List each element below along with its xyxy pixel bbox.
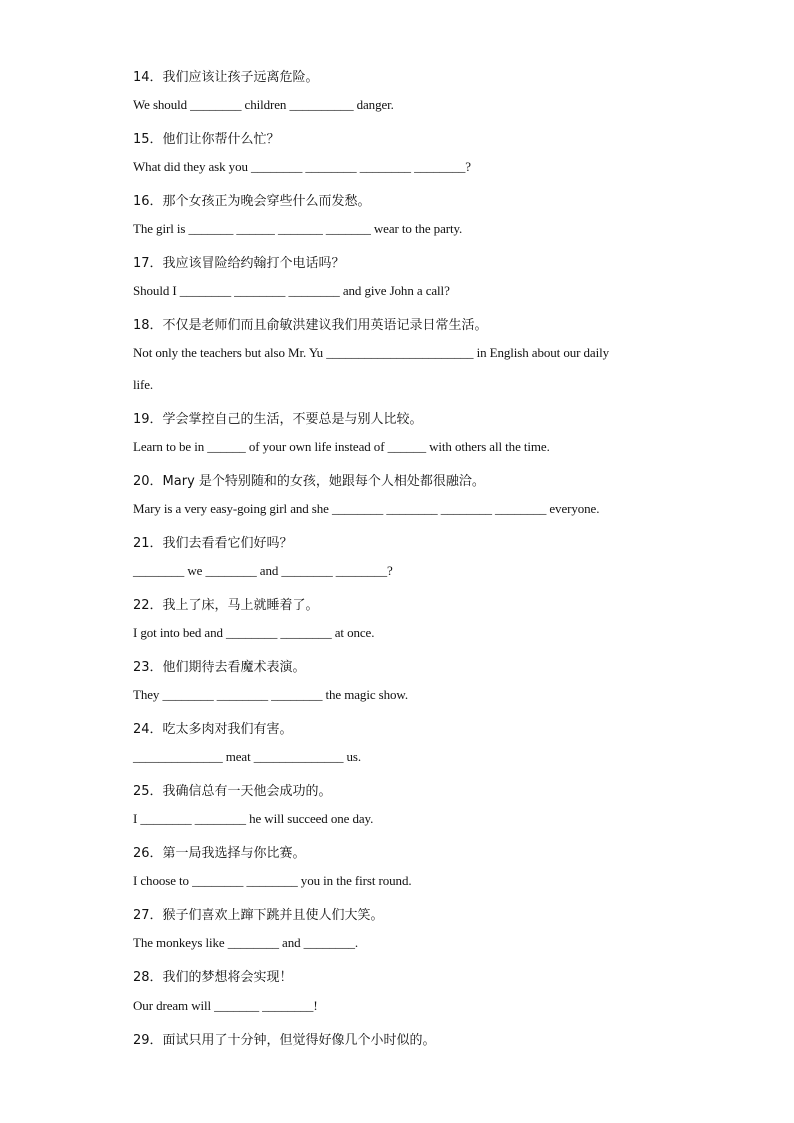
answer-line: life. xyxy=(133,376,154,392)
question-prompt: 25．我确信总有一天他会成功的。 xyxy=(133,784,332,800)
answer-line: Not only the teachers but also Mr. Yu _______________________ in English about our daily xyxy=(133,345,610,361)
question-prompt: 26．第一局我选择与你比赛。 xyxy=(133,846,306,862)
answer-line: Should I ________ ________ ________ and give John a call? xyxy=(133,283,450,299)
answer-line: I got into bed and ________ ________ at once. xyxy=(133,624,375,640)
question-prompt: 19．学会掌控自己的生活，不要总是与别人比较。 xyxy=(133,411,423,427)
answer-line: Mary is a very easy-going girl and she ________ ________ ________ ________ everyone. xyxy=(133,500,600,516)
answer-line: What did they ask you ________ ________ ________ ________? xyxy=(133,159,471,175)
question-prompt: 28．我们的梦想将会实现！ xyxy=(133,970,293,986)
question-prompt: 17．我应该冒险给约翰打个电话吗？ xyxy=(133,256,345,272)
question-prompt: 24．吃太多肉对我们有害。 xyxy=(133,722,293,738)
question-prompt: 16．那个女孩正为晚会穿些什么而发愁。 xyxy=(133,194,371,210)
question-prompt: 23．他们期待去看魔术表演。 xyxy=(133,659,306,675)
answer-line: We should ________ children __________ danger. xyxy=(133,97,394,113)
answer-line: I choose to ________ ________ you in the first round. xyxy=(133,873,412,889)
question-prompt: 15．他们让你帮什么忙？ xyxy=(133,132,280,148)
answer-line: I ________ ________ he will succeed one day. xyxy=(133,811,374,827)
answer-line: ______________ meat ______________ us. xyxy=(133,749,362,765)
question-prompt: 22．我上了床，马上就睡着了。 xyxy=(133,597,319,613)
question-prompt: 14．我们应该让孩子远离危险。 xyxy=(133,70,319,85)
answer-line: ________ we ________ and ________ ________? xyxy=(133,562,393,578)
question-prompt: 18．不仅是老师们而且俞敏洪建议我们用英语记录日常生活。 xyxy=(133,318,488,334)
question-prompt: 21．我们去看看它们好吗？ xyxy=(133,535,293,551)
question-prompt: 29．面试只用了十分钟，但觉得好像几个小时似的。 xyxy=(133,1032,436,1048)
answer-line: The monkeys like ________ and ________. xyxy=(133,935,359,951)
answer-line: Learn to be in ______ of your own life instead of ______ with others all the time. xyxy=(133,438,550,454)
question-prompt: 20．Mary 是个特别随和的女孩，她跟每个人相处都很融洽。 xyxy=(133,473,485,489)
answer-line: They ________ ________ ________ the magic show. xyxy=(133,687,409,702)
question-prompt: 27．猴子们喜欢上蹿下跳并且使人们大笑。 xyxy=(133,908,384,924)
answer-line: The girl is _______ ______ _______ _______ wear to the party. xyxy=(133,221,463,237)
answer-line: Our dream will _______ ________! xyxy=(133,997,318,1013)
